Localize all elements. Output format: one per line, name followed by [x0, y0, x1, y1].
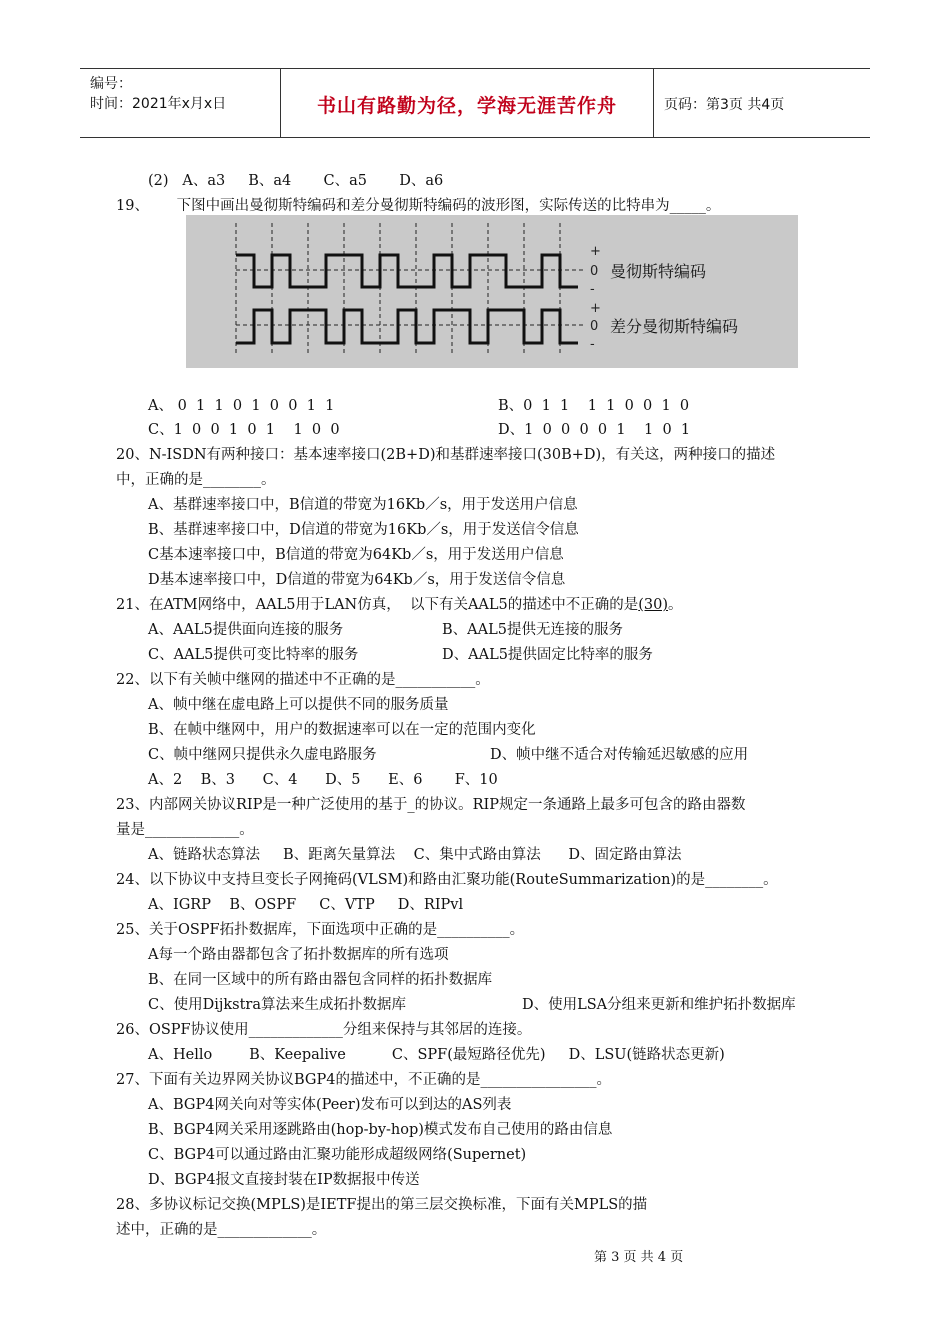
q22-option-d: D、帧中继不适合对传输延迟敏感的应用	[490, 747, 749, 763]
q20-stem-2: 中，正确的是________。	[116, 472, 276, 488]
q25-stem: 25、关于OSPF拓扑数据库，下面选项中正确的是__________。	[116, 922, 525, 938]
q21-option-c: C、AAL5提供可变比特率的服务	[148, 647, 359, 663]
q27-option-a: A、BGP4网关向对等实体(Peer)发布可以到达的AS列表	[148, 1097, 512, 1113]
page-header	[80, 68, 870, 138]
code-label: 编号：	[90, 76, 132, 92]
q22-option-b: B、在帧中继网中，用户的数据速率可以在一定的范围内变化	[148, 722, 536, 738]
q21-stem-text: 21、在ATM网络中，AAL5用于LAN仿真， 以下有关AAL5的描述中不正确的是	[116, 597, 639, 613]
page-code: 页码：第3页 共4页	[664, 97, 785, 113]
q20-option-c: C基本速率接口中，B信道的带宽为64Kb／s，用于发送用户信息	[148, 547, 564, 563]
q25-option-d: D、使用LSA分组来更新和维护拓扑数据库	[522, 997, 796, 1013]
plus-mark-2: +	[590, 301, 601, 316]
q27-option-c: C、BGP4可以通过路由汇聚功能形成超级网络(Supernet)	[148, 1147, 527, 1163]
waveform-figure	[186, 215, 798, 368]
q20-option-d: D基本速率接口中，D信道的带宽为64Kb／s，用于发送信令信息	[148, 572, 566, 588]
q22-stem: 22、以下有关帧中继网的描述中不正确的是___________。	[116, 672, 490, 688]
q25-option-b: B、在同一区域中的所有路由器包含同样的拓扑数据库	[148, 972, 493, 988]
plus-mark-1: +	[590, 244, 601, 259]
q21-stem: 21、在ATM网络中，AAL5用于LAN仿真， 以下有关AAL5的描述中不正确的是(30)。	[116, 597, 683, 613]
minus-mark-2: -	[590, 337, 595, 352]
zero-mark-1: 0	[590, 264, 599, 279]
q19-option-b: B、0 1 1 1 1 0 0 1 0	[498, 398, 690, 414]
q27-option-d: D、BGP4报文直接封装在IP数据报中传送	[148, 1172, 420, 1188]
q18-options: (2) A、a3 B、a4 C、a5 D、a6	[148, 173, 444, 189]
q23-options: A、链路状态算法 B、距离矢量算法 C、集中式路由算法 D、固定路由算法	[148, 847, 682, 863]
q23-stem-2: 量是_____________。	[116, 822, 254, 838]
header-motto-cell	[281, 69, 654, 137]
q19-option-c: C、1 0 0 1 0 1 1 0 0	[148, 422, 340, 438]
q25-option-a: A每一个路由器都包含了拓扑数据库的所有选项	[148, 947, 449, 963]
q21-option-b: B、AAL5提供无连接的服务	[442, 622, 623, 638]
q21-option-d: D、AAL5提供固定比特率的服务	[442, 647, 653, 663]
q23-stem-1: 23、内部网关协议RIP是一种广泛使用的基于_的协议。RIP规定一条通路上最多可包含的路由器数	[116, 797, 746, 813]
diff-manchester-label: 差分曼彻斯特编码	[610, 317, 739, 336]
q28-stem-2: 述中，正确的是_____________。	[116, 1222, 327, 1238]
date-label: 时间：2021年x月x日	[90, 96, 227, 112]
q20-stem-1: 20、N-ISDN有两种接口：基本速率接口(2B+D)和基群速率接口(30B+D)，有关这，两种接口的描述	[116, 447, 776, 463]
header-info-cell	[80, 69, 281, 137]
q22-option-a: A、帧中继在虚电路上可以提供不同的服务质量	[148, 697, 449, 713]
q27-option-b: B、BGP4网关采用逐跳路由(hop-by-hop)模式发布自己使用的路由信息	[148, 1122, 613, 1138]
waveform-svg	[186, 215, 798, 368]
manchester-label: 曼彻斯特编码	[610, 262, 707, 281]
q19-option-d: D、1 0 0 0 0 1 1 0 1	[498, 422, 691, 438]
q21-option-a: A、AAL5提供面向连接的服务	[148, 622, 344, 638]
q24-stem: 24、以下协议中支持旦变长子网掩码(VLSM)和路由汇聚功能(RouteSummarization)的是________。	[116, 872, 778, 888]
q26-options: A、Hello B、Keepalive C、SPF(最短路径优先) D、LSU(链路状态更新)	[148, 1047, 725, 1063]
minus-mark-1: -	[590, 282, 595, 297]
q28-stem-1: 28、多协议标记交换(MPLS)是IETF提出的第三层交换标准，下面有关MPLS的描	[116, 1197, 648, 1213]
q26-stem: 26、OSPF协议使用_____________分组来保持与其邻居的连接。	[116, 1022, 532, 1038]
zero-mark-2: 0	[590, 319, 599, 334]
q25-option-c: C、使用Dijkstra算法来生成拓扑数据库	[148, 997, 406, 1013]
q22-number-options: A、2 B、3 C、4 D、5 E、6 F、10	[148, 772, 498, 788]
q19-option-a: A、 0 1 1 0 1 0 0 1 1	[148, 398, 335, 414]
q19-stem: 19、 下图中画出曼彻斯特编码和差分曼彻斯特编码的波形图，实际传送的比特串为_____。	[116, 198, 721, 214]
q24-options: A、IGRP B、OSPF C、VTP D、RIPvl	[148, 897, 464, 913]
header-page-cell	[654, 69, 870, 137]
q22-option-c: C、帧中继网只提供永久虚电路服务	[148, 747, 377, 763]
q21-answer-blank: (30)	[638, 597, 669, 613]
q20-option-b: B、基群速率接口中，D信道的带宽为16Kb／s，用于发送信令信息	[148, 522, 579, 538]
q27-stem: 27、下面有关边界网关协议BGP4的描述中，不正确的是________________。	[116, 1072, 611, 1088]
q20-option-a: A、基群速率接口中，B信道的带宽为16Kb／s，用于发送用户信息	[148, 497, 578, 513]
page-footer: 第 3 页 共 4 页	[594, 1250, 684, 1265]
motto: 书山有路勤为径，学海无涯苦作舟	[316, 95, 617, 117]
